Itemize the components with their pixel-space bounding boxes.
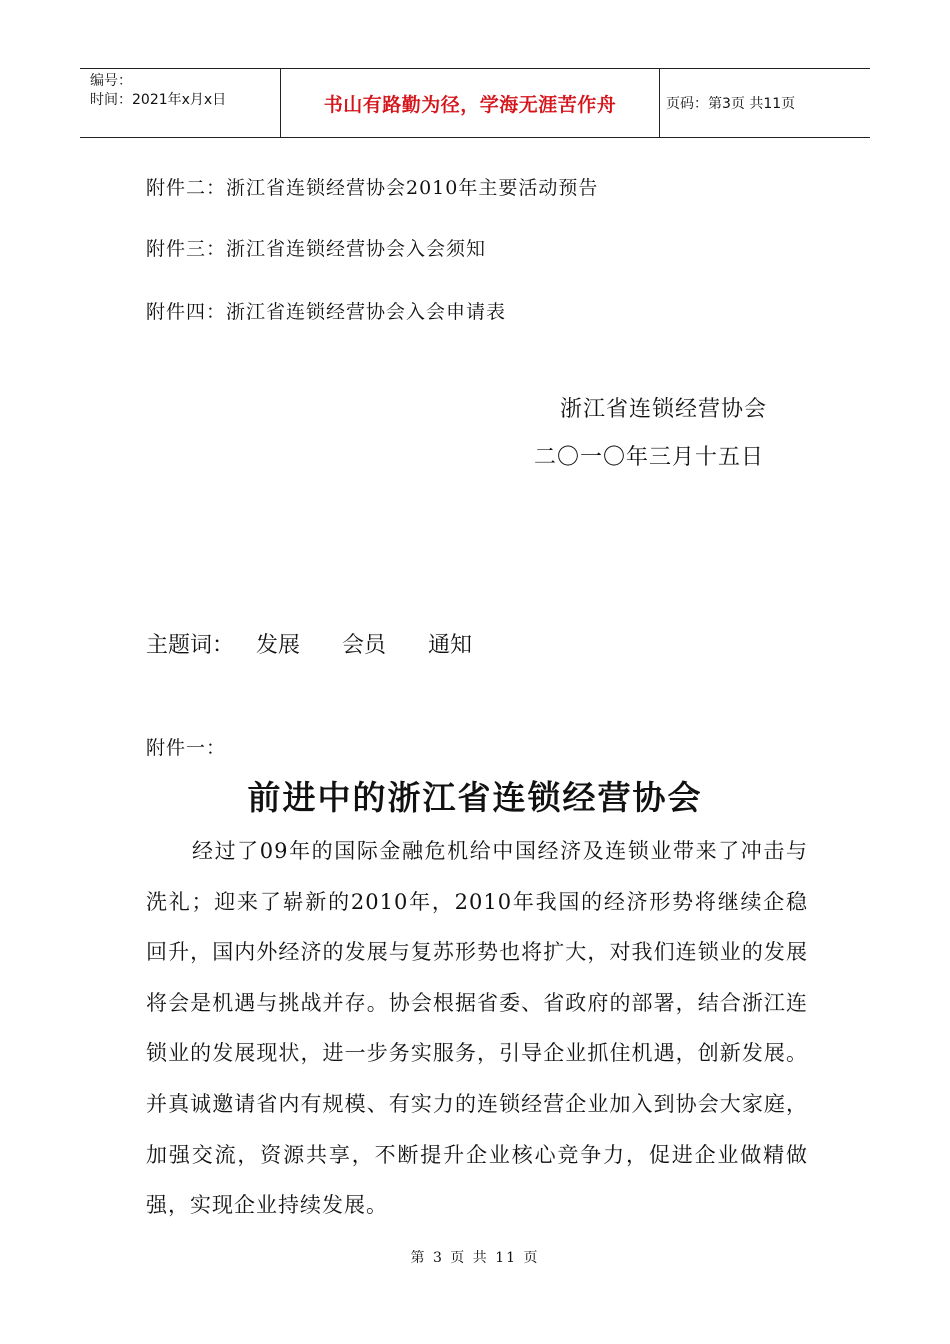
keyword: 发展 bbox=[256, 633, 301, 658]
page-footer: 第 3 页 共 11 页 bbox=[410, 1250, 540, 1266]
keywords-label: 主题词： bbox=[146, 633, 235, 658]
appendix-label: 附件一： bbox=[146, 737, 227, 759]
document-time-label: 时间：2021年x月x日 bbox=[90, 92, 227, 108]
page-header bbox=[80, 68, 870, 138]
document-number-label: 编号： bbox=[90, 73, 132, 89]
attachment-item: 附件三：浙江省连锁经营协会入会须知 bbox=[146, 238, 487, 260]
attachment-item: 附件二：浙江省连锁经营协会2010年主要活动预告 bbox=[146, 177, 599, 199]
header-meta bbox=[80, 69, 281, 137]
article-title: 前进中的浙江省连锁经营协会 bbox=[247, 778, 703, 817]
keyword: 通知 bbox=[428, 633, 473, 658]
signature-date: 二〇一〇年三月十五日 bbox=[534, 445, 765, 470]
attachment-item: 附件四：浙江省连锁经营协会入会申请表 bbox=[146, 301, 507, 323]
article-body: 经过了09年的国际金融危机给中国经济及连锁业带来了冲击与洗礼；迎来了崭新的2010年，2010年我国的经济形势将继续企稳回升，国内外经济的发展与复苏形势也将扩大，对我们连锁业的发展将会是机遇与挑战并存。协会根据省委、省政府的部署，结合浙江连锁业的发展现状，进一步务实服务，引导企业抓住机遇，创新发展。并真诚邀请省内有规模、有实力的连锁经营企业加入到协会大家庭，加强交流，资源共享，不断提升企业核心竞争力，促进企业做精做强，实现企业持续发展。 bbox=[146, 839, 808, 1218]
signature-org: 浙江省连锁经营协会 bbox=[560, 397, 768, 422]
keyword: 会员 bbox=[342, 633, 387, 658]
subject-keywords bbox=[146, 628, 514, 659]
header-motto-cell bbox=[281, 69, 660, 137]
header-page-info: 页码：第3页 共11页 bbox=[666, 96, 796, 112]
header-motto: 书山有路勤为径，学海无涯苦作舟 bbox=[323, 93, 617, 116]
